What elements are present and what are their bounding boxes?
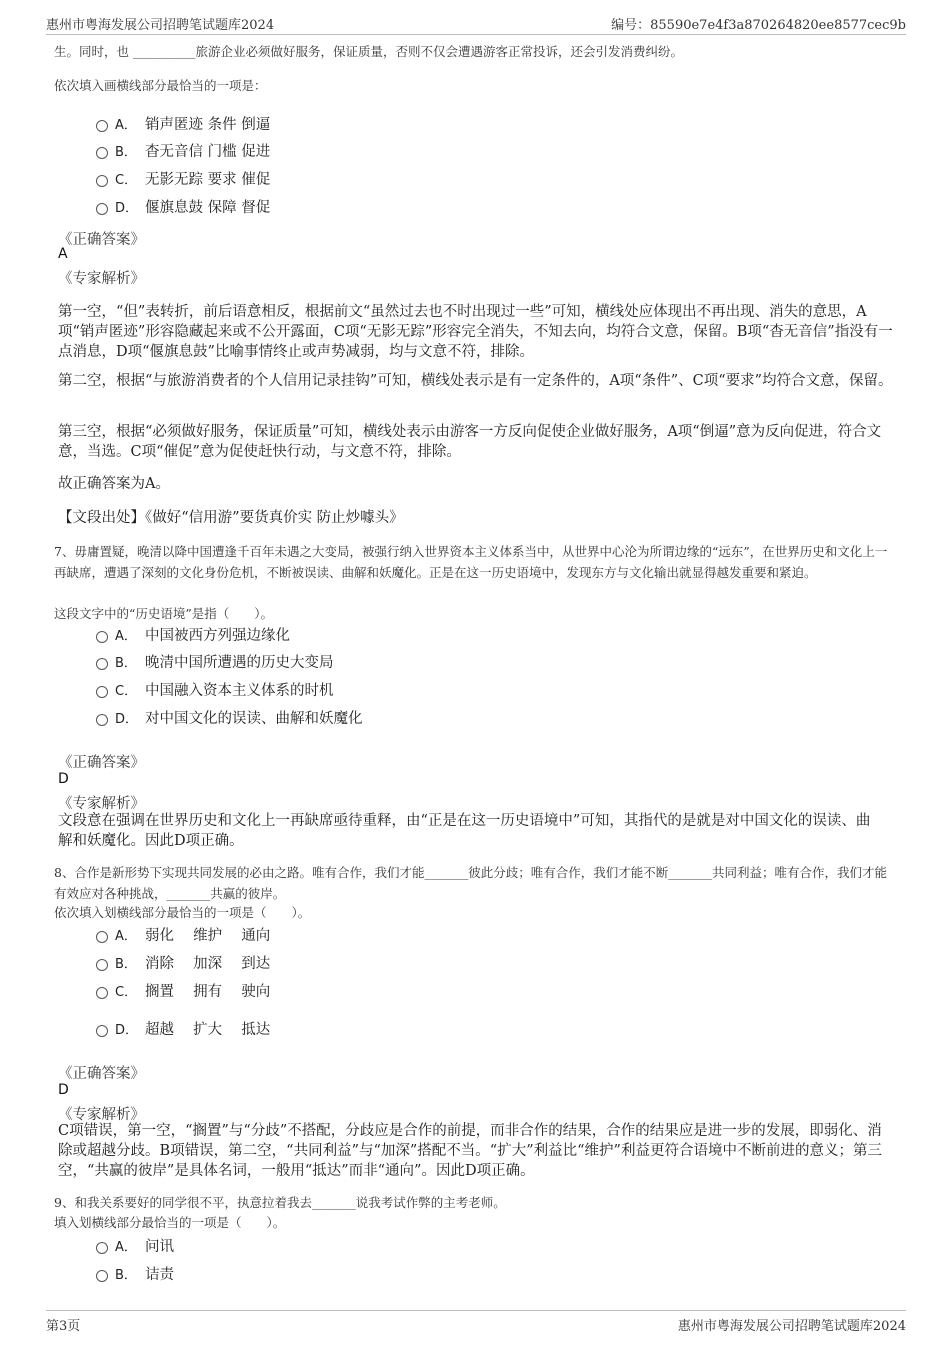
footer-title: 惠州市粤海发展公司招聘笔试题库2024 — [677, 1319, 906, 1334]
radio-icon[interactable] — [96, 1242, 108, 1254]
document-id: 编号：85590e7e4f3a870264820ee8577cec9b — [611, 18, 906, 33]
q8-answer-label: 《正确答案》 — [58, 1066, 145, 1082]
q9-option-a[interactable]: A． 问讯 — [96, 1237, 174, 1257]
q8-option-b[interactable]: B． 消除 加深 到达 — [96, 954, 270, 974]
q7-answer: D — [58, 771, 69, 787]
radio-icon[interactable] — [96, 931, 108, 943]
q6-option-a[interactable]: A． 销声匿迹 条件 倒逼 — [96, 115, 270, 135]
q8-option-a[interactable]: A． 弱化 维护 通向 — [96, 926, 270, 946]
q7-prompt: 这段文字中的“历史语境”是指（ ）。 — [54, 606, 274, 621]
page-number: 第3页 — [46, 1319, 81, 1334]
page-header — [46, 14, 906, 35]
q6-analysis-p3: 第三空，根据“必须做好服务，保证质量”可知，横线处表示由游客一方反向促使企业做好服务，A项“倒逼”意为反向促进，符合文意，当选。C项“催促”意为促使赶快行动，与文意不符，排除。 — [58, 424, 882, 460]
q7-option-d[interactable]: D． 对中国文化的误读、曲解和妖魔化 — [96, 709, 363, 729]
radio-icon[interactable] — [96, 987, 108, 999]
q7-stem: 7、毋庸置疑，晚清以降中国遭逢千百年未遇之大变局，被强行纳入世界资本主义体系当中，从世界中心沦为所谓边缘的“远东”，在世界历史和文化上一再缺席，遭遇了深刻的文化身份危机，不断被误读、曲解和妖魔化。正是在这一历史语境中，发现东方与文化输出就显得越发重要和紧迫。 — [54, 544, 888, 580]
q7-analysis-label: 《专家解析》 — [58, 796, 145, 812]
q6-option-c[interactable]: C． 无影无踪 要求 催促 — [96, 170, 270, 190]
q6-analysis-label: 《专家解析》 — [58, 271, 145, 287]
q6-answer: A — [58, 246, 68, 262]
q6-analysis-p4: 故正确答案为A。 — [58, 476, 170, 492]
radio-icon[interactable] — [96, 714, 108, 726]
q7-answer-label: 《正确答案》 — [58, 755, 145, 771]
radio-icon[interactable] — [96, 1025, 108, 1037]
q6-option-b[interactable]: B． 杳无音信 门槛 促进 — [96, 142, 270, 162]
q8-analysis-label: 《专家解析》 — [58, 1107, 145, 1123]
radio-icon[interactable] — [96, 203, 108, 215]
q6-stem-continued: 生。同时，也 __________旅游企业必须做好服务，保证质量，否则不仅会遭遇游客正常投诉，还会引发消费纠纷。 — [54, 44, 683, 59]
radio-icon[interactable] — [96, 631, 108, 643]
q7-analysis: 文段意在强调在世界历史和文化上一再缺席亟待重释，由“正是在这一历史语境中”可知，其指代的是就是对中国文化的误读、曲解和妖魔化。因此D项正确。 — [58, 813, 871, 849]
q6-answer-label: 《正确答案》 — [58, 232, 145, 248]
page-footer — [46, 1310, 906, 1335]
q6-source: 【文段出处】《做好“信用游”要货真价实 防止炒噱头》 — [58, 510, 404, 526]
header-title: 惠州市粤海发展公司招聘笔试题库2024 — [46, 18, 275, 33]
q9-prompt: 填入划横线部分最恰当的一项是（ ）。 — [54, 1215, 286, 1230]
q8-analysis: C项错误，第一空，“搁置”与“分歧”不搭配，分歧应是合作的前提，而非合作的结果，合作的结果应是进一步的发展，即弱化、消除或超越分歧。B项错误，第二空，“共同利益”与“加深”搭配不当。“扩大”利益比“维护”利益更符合语境中不断前进的意义；第三空，“共赢的彼岸”是具体名词，一般用“抵达”而非“通向”。因此D项正确。 — [58, 1123, 882, 1179]
q7-option-a[interactable]: A． 中国被西方列强边缘化 — [96, 626, 290, 646]
radio-icon[interactable] — [96, 175, 108, 187]
q6-analysis-p1: 第一空，“但”表转折，前后语意相反，根据前文“虽然过去也不时出现过一些”可知，横线处应体现出不再出现、消失的意思，A项“销声匿迹”形容隐藏起来或不公开露面，C项“无影无踪”形容完全消失，不知去向，均符合文意，保留。B项“杳无音信”指没有一点消息，D项“偃旗息鼓”比喻事情终止或声势减弱，均与文意不符，排除。 — [58, 304, 893, 360]
q8-option-c[interactable]: C． 搁置 拥有 驶向 — [96, 982, 270, 1002]
radio-icon[interactable] — [96, 120, 108, 132]
q8-option-d[interactable]: D． 超越 扩大 抵达 — [96, 1020, 270, 1040]
q8-answer: D — [58, 1082, 69, 1098]
q8-stem: 8、合作是新形势下实现共同发展的必由之路。唯有合作，我们才能_______彼此分歧；唯有合作，我们才能不断_______共同利益；唯有合作，我们才能有效应对各种挑战，_______共赢的彼岸。 — [54, 865, 887, 901]
q9-stem: 9、和我关系要好的同学很不平，执意拉着我去_______说我考试作弊的主考老师。 — [54, 1195, 506, 1210]
q6-prompt: 依次填入画横线部分最恰当的一项是： — [54, 78, 267, 93]
radio-icon[interactable] — [96, 959, 108, 971]
radio-icon[interactable] — [96, 147, 108, 159]
q6-option-d[interactable]: D． 偃旗息鼓 保障 督促 — [96, 198, 270, 218]
q7-option-c[interactable]: C． 中国融入资本主义体系的时机 — [96, 681, 334, 701]
radio-icon[interactable] — [96, 658, 108, 670]
q6-analysis-p2: 第二空，根据“与旅游消费者的个人信用记录挂钩”可知，横线处表示是有一定条件的，A项“条件”、C项“要求”均符合文意，保留。 — [58, 373, 893, 389]
radio-icon[interactable] — [96, 686, 108, 698]
q7-option-b[interactable]: B． 晚清中国所遭遇的历史大变局 — [96, 653, 334, 673]
radio-icon[interactable] — [96, 1270, 108, 1282]
q8-prompt: 依次填入划横线部分最恰当的一项是（ ）。 — [54, 905, 311, 920]
q9-option-b[interactable]: B． 诘责 — [96, 1265, 174, 1285]
